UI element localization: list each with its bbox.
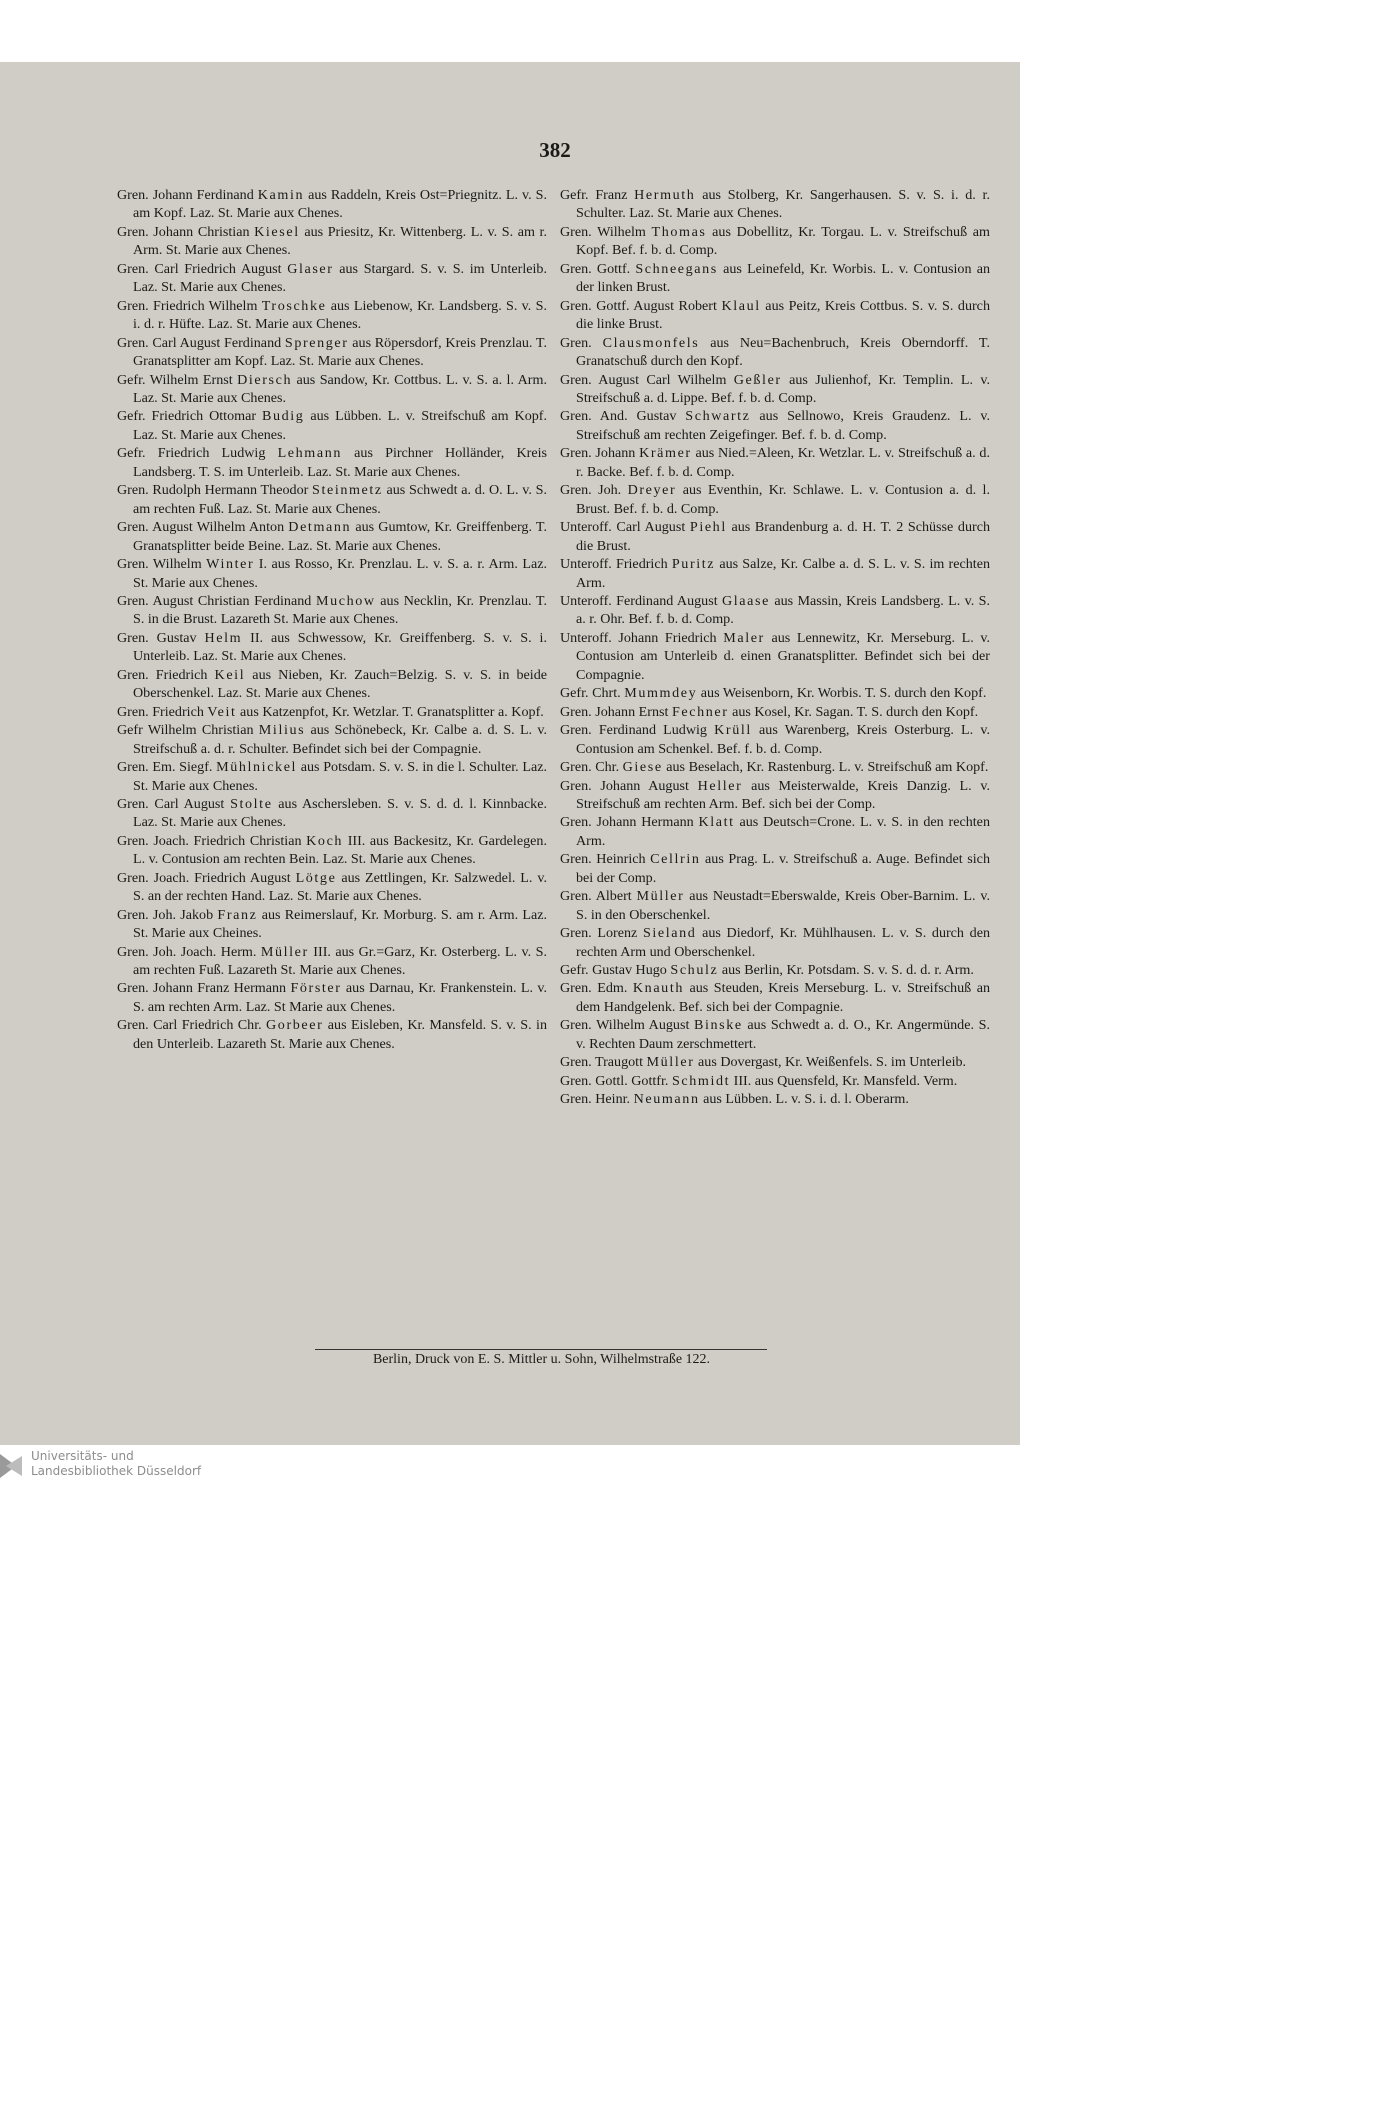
casualty-entry [560,1016,990,1053]
entry-surname: Glaase [722,592,770,609]
entry-rank-given-names: Gefr. Gustav Hugo [560,962,671,979]
casualty-entry [117,260,547,297]
entry-details: aus Lübben. L. v. Streifschuß am Kopf. Laz. St. Marie aux Chenes. [133,408,547,443]
left-column [117,186,547,1053]
entry-surname: Schwartz [685,408,751,425]
entry-details: aus Reimerslauf, Kr. Morburg. S. am r. Arm. Laz. St. Marie aux Cheines. [133,906,547,942]
entry-surname: Koch [306,832,344,849]
entry-surname: Klatt [698,814,735,831]
casualty-entry [560,758,990,776]
casualty-entry [117,444,547,481]
casualty-entry [560,334,990,371]
entry-surname: Steinmetz [312,482,383,499]
entry-surname: Schmidt [671,1072,731,1089]
entry-details: aus Prag. L. v. Streifschuß a. Auge. Befindet sich bei der Comp. [576,851,990,886]
casualty-entry [560,592,990,629]
entry-rank-given-names: Gren. Gottf. [560,260,636,277]
entry-details: aus Diedorf, Kr. Mühlhausen. L. v. S. durch den rechten Arm und Oberschenkel. [576,925,990,960]
casualty-entry [117,223,547,260]
casualty-entry [560,371,990,408]
entry-rank-given-names: Gren. Joh. Jakob [117,906,218,923]
entry-rank-given-names: Gefr. Wilhelm Ernst [117,371,238,388]
entry-details: aus Sandow, Kr. Cottbus. L. v. S. a. l. Arm. Laz. St. Marie aux Chenes. [133,371,547,406]
casualty-entry [560,555,990,592]
entry-surname: Fechner [671,703,729,720]
entry-surname: Müller [636,888,685,905]
entry-surname: Veit [207,703,237,720]
printer-imprint: Berlin, Druck von E. S. Mittler u. Sohn, Wilhelmstraße 122. [372,1352,711,1367]
entry-details: aus Weisenborn, Kr. Worbis. T. S. durch den Kopf. [697,685,987,702]
casualty-entry [560,444,990,481]
entry-surname: Maler [723,629,765,646]
casualty-entry [117,629,547,666]
entry-details: aus Warenberg, Kreis Osterburg. L. v. Contusion am Schenkel. Bef. f. b. d. Comp. [576,722,990,757]
casualty-entry [117,979,547,1016]
entry-rank-given-names: Gefr Wilhelm Christian [117,722,259,739]
entry-surname: Schulz [670,962,719,979]
entry-details: aus Schwedt a. d. O. L. v. S. am rechten Fuß. Laz. St. Marie aux Chenes. [133,482,547,517]
entry-surname: Hermuth [634,187,696,203]
entry-details: aus Pirchner Holländer, Kreis Landsberg. T. S. im Unterleib. Laz. St. Marie aux Chenes. [133,445,548,480]
library-name-line-1: Universitäts- und [31,1449,134,1463]
entry-details: aus Dobellitz, Kr. Torgau. L. v. Streifschuß am Kopf. Bef. f. b. d. Comp. [576,223,990,259]
casualty-entry [117,943,547,980]
casualty-entry [560,260,990,297]
casualty-entry [117,666,547,703]
entry-rank-given-names: Gefr. Franz [560,187,635,203]
entry-surname: Heller [697,777,743,794]
entry-surname: Krämer [639,445,692,462]
entry-details: aus Kosel, Kr. Sagan. T. S. durch den Kopf. [728,703,979,720]
entry-surname: Thomas [651,223,707,240]
entry-surname: Giese [622,759,663,776]
entry-rank-given-names: Unteroff. Johann Friedrich [560,629,724,646]
ulb-logo-icon [0,1450,28,1482]
entry-details: aus Eventhin, Kr. Schlawe. L. v. Contusion a. d. l. Brust. Bef. f. b. d. Comp. [576,482,990,517]
entry-details: aus Lübben. L. v. S. i. d. l. Oberarm. [699,1091,909,1108]
casualty-entry [560,186,990,223]
entry-surname: Keil [214,666,246,683]
entry-rank-given-names: Gren. Johann Franz Hermann [117,980,291,997]
entry-surname: Sprenger [284,334,349,351]
entry-details: aus Gumtow, Kr. Greiffenberg. T. Granatsplitter beide Beine. Laz. St. Marie aux Chenes. [133,519,548,554]
casualty-entry [117,869,547,906]
entry-rank-given-names: Gren. Friedrich Wilhelm [117,297,262,314]
entry-details: aus Deutsch=Crone. L. v. S. in den rechten Arm. [576,814,990,849]
casualty-entry [117,371,547,408]
entry-surname: Puritz [671,556,716,573]
entry-details: aus Massin, Kreis Landsberg. L. v. S. a. r. Ohr. Bef. f. b. d. Comp. [576,592,991,628]
entry-surname: Diersch [237,371,293,388]
entry-details: aus Potsdam. S. v. S. in die l. Schulter. Laz. St. Marie aux Chenes. [133,759,548,794]
entry-rank-given-names: Gren. Traugott [560,1054,647,1071]
entry-details: aus Liebenow, Kr. Landsberg. S. v. S. i. d. r. Hüfte. Laz. St. Marie aux Chenes. [133,297,547,333]
entry-details: aus Schönebeck, Kr. Calbe a. d. S. L. v. Streifschuß a. d. r. Schulter. Befindet sich bei der Compagnie. [133,722,548,757]
entry-details: aus Necklin, Kr. Prenzlau. T. S. in die Brust. Lazareth St. Marie aux Chenes. [133,592,547,628]
casualty-entry [117,721,547,758]
casualty-entry [560,887,990,924]
entry-rank-given-names: Gefr. Friedrich Ludwig [117,445,278,462]
casualty-entry [560,979,990,1016]
casualty-entry [117,555,547,592]
entry-surname: Detmann [288,519,352,536]
entry-rank-given-names: Gren. Carl Friedrich August [117,260,288,277]
entry-rank-given-names: Gren. Carl August [117,795,231,812]
entry-rank-given-names: Gren. Gottf. August Robert [560,297,722,314]
entry-details: aus Berlin, Kr. Potsdam. S. v. S. d. d. r. Arm. [718,962,974,979]
entry-rank-given-names: Gren. Johann Christian [117,223,255,240]
entry-surname: Krüll [714,722,752,739]
entry-details: aus Raddeln, Kreis Ost=Priegnitz. L. v. S. am Kopf. Laz. St. Marie aux Chenes. [133,187,547,222]
entry-surname: Schneegans [635,260,718,277]
casualty-entry [560,777,990,814]
entry-rank-given-names: Gefr. Chrt. [560,685,625,702]
entry-details: aus Beselach, Kr. Rastenburg. L. v. Streifschuß am Kopf. [662,759,989,776]
entry-rank-given-names: Gren. Gottl. Gottfr. [560,1072,672,1089]
entry-surname: Cellrin [650,851,701,868]
page-number: 382 [539,138,571,162]
entry-rank-given-names: Gren. Carl Friedrich Chr. [117,1017,267,1034]
entry-details: aus Salze, Kr. Calbe a. d. S. L. v. S. im rechten Arm. [576,556,991,591]
entry-surname: Müller [260,943,309,960]
entry-details: I. aus Rosso, Kr. Prenzlau. L. v. S. a. r. Arm. Laz. St. Marie aux Chenes. [133,556,547,591]
entry-rank-given-names: Gren. [560,334,603,351]
casualty-entry [117,795,547,832]
entry-details: aus Zettlingen, Kr. Salzwedel. L. v. S. an der rechten Hand. Laz. St. Marie aux Chenes. [133,869,547,905]
entry-details: aus Priesitz, Kr. Wittenberg. L. v. S. am r. Arm. St. Marie aux Chenes. [133,223,547,259]
entry-surname: Glaser [287,260,334,277]
entry-rank-given-names: Gren. Johann Ferdinand [117,187,258,203]
casualty-entry [560,813,990,850]
entry-surname: Clausmonfels [602,334,700,351]
entry-details: II. aus Schwessow, Kr. Greiffenberg. S. v. S. i. Unterleib. Laz. St. Marie aux Chenes. [133,629,547,665]
entry-surname: Kamin [257,187,305,203]
entry-details: aus Peitz, Kreis Cottbus. S. v. S. durch die linke Brust. [576,297,990,333]
entry-rank-given-names: Gren. Joh. [560,482,628,499]
casualty-entry [117,518,547,555]
entry-rank-given-names: Gren. August Carl Wilhelm [560,371,734,388]
entry-details: III. aus Backesitz, Kr. Gardelegen. L. v. Contusion am rechten Bein. Laz. St. Marie aux Chenes. [133,832,547,868]
entry-surname: Kiesel [254,223,300,240]
casualty-entry [117,758,547,795]
entry-rank-given-names: Gren. Em. Siegf. [117,759,217,776]
casualty-entry [560,684,990,702]
entry-details: aus Röpersdorf, Kreis Prenzlau. T. Granatsplitter am Kopf. Laz. St. Marie aux Chenes. [133,334,547,370]
entry-surname: Neumann [633,1091,700,1108]
entry-rank-given-names: Unteroff. Carl August [560,519,690,536]
entry-surname: Lötge [295,869,337,886]
casualty-entry [560,924,990,961]
entry-rank-given-names: Gren. Joach. Friedrich Christian [117,832,307,849]
entry-surname: Binske [694,1017,743,1034]
entry-rank-given-names: Gefr. Friedrich Ottomar [117,408,262,425]
entry-rank-given-names: Gren. Johann August [560,777,698,794]
entry-rank-given-names: Gren. Johann Hermann [560,814,699,831]
entry-surname: Knauth [632,980,684,997]
entry-surname: Budig [261,408,305,425]
casualty-entry [560,518,990,555]
entry-surname: Helm [204,629,243,646]
entry-details: aus Lennewitz, Kr. Merseburg. L. v. Contusion am Unterleib d. einen Granatsplitter. Befindet sich bei der Compagnie. [576,629,990,683]
casualty-entry [560,961,990,979]
footer-rule [315,1349,767,1350]
casualty-entry [117,186,547,223]
entry-rank-given-names: Unteroff. Ferdinand August [560,592,722,609]
entry-details: aus Darnau, Kr. Frankenstein. L. v. S. am rechten Arm. Laz. St Marie aux Chenes. [133,980,548,1015]
entry-rank-given-names: Gren. Joh. Joach. Herm. [117,943,261,960]
entry-details: aus Neu=Bachenbruch, Kreis Oberndorff. T. Granatschuß durch den Kopf. [576,334,990,370]
entry-details: aus Sellnowo, Kreis Graudenz. L. v. Streifschuß am rechten Zeigefinger. Bef. f. b. d. Comp. [576,408,991,443]
entry-rank-given-names: Gren. Ferdinand Ludwig [560,722,715,739]
entry-surname: Förster [290,980,342,997]
casualty-entry [560,1090,990,1108]
casualty-entry [117,906,547,943]
casualty-entry [560,721,990,758]
casualty-entry [560,1053,990,1071]
entry-details: aus Meisterwalde, Kreis Danzig. L. v. Streifschuß am rechten Arm. Bef. sich bei der Comp. [576,777,990,812]
entry-details: aus Brandenburg a. d. H. T. 2 Schüsse durch die Brust. [576,519,990,554]
entry-surname: Gorbeer [266,1017,324,1034]
casualty-entry [560,703,990,721]
entry-details: aus Steuden, Kreis Merseburg. L. v. Streifschuß an dem Handgelenk. Bef. sich bei der Compagnie. [576,980,990,1015]
entry-details: aus Nieben, Kr. Zauch=Belzig. S. v. S. in beide Oberschenkel. Laz. St. Marie aux Chenes. [133,666,547,702]
entry-details: aus Katzenpfot, Kr. Wetzlar. T. Granatsplitter a. Kopf. [236,703,544,720]
entry-details: aus Neustadt=Eberswalde, Kreis Ober-Barnim. L. v. S. in den Oberschenkel. [576,888,990,923]
entry-surname: Mühlnickel [216,759,298,776]
casualty-entry [560,481,990,518]
entry-rank-given-names: Gren. Joach. Friedrich August [117,869,296,886]
entry-rank-given-names: Gren. And. Gustav [560,408,686,425]
entry-rank-given-names: Unteroff. Friedrich [560,556,672,573]
entry-details: aus Aschersleben. S. v. S. d. d. l. Kinnbacke. Laz. St. Marie aux Chenes. [133,795,547,831]
right-column [560,186,990,1109]
entry-surname: Milius [258,722,306,739]
entry-rank-given-names: Gren. Friedrich [117,703,208,720]
entry-surname: Muchow [315,592,376,609]
entry-surname: Klaul [721,297,761,314]
casualty-entry [117,481,547,518]
entry-surname: Müller [646,1054,695,1071]
entry-surname: Stolte [230,795,273,812]
entry-rank-given-names: Gren. Lorenz [560,925,643,942]
entry-surname: Dreyer [627,482,677,499]
entry-rank-given-names: Gren. Chr. [560,759,623,776]
entry-rank-given-names: Gren. Albert [560,888,637,905]
entry-rank-given-names: Gren. Carl August Ferdinand [117,334,285,351]
entry-rank-given-names: Gren. Johann Ernst [560,703,672,720]
entry-rank-given-names: Gren. Gustav [117,629,205,646]
entry-rank-given-names: Gren. Friedrich [117,666,215,683]
entry-details: III. aus Gr.=Garz, Kr. Osterberg. L. v. S. am rechten Fuß. Lazareth St. Marie aux Chenes. [133,943,547,979]
entry-rank-given-names: Gren. Wilhelm August [560,1017,695,1034]
casualty-entry [117,1016,547,1053]
entry-rank-given-names: Gren. Rudolph Hermann Theodor [117,482,313,499]
casualty-entry [560,850,990,887]
entry-surname: Sieland [642,925,697,942]
entry-rank-given-names: Gren. August Wilhelm Anton [117,519,289,536]
entry-surname: Lehmann [277,445,342,462]
entry-surname: Winter [206,556,255,573]
entry-details: aus Eisleben, Kr. Mansfeld. S. v. S. in den Unterleib. Lazareth St. Marie aux Chenes. [133,1017,547,1052]
library-name [31,1449,201,1479]
entry-rank-given-names: Gren. Wilhelm [560,223,652,240]
entry-rank-given-names: Gren. Edm. [560,980,633,997]
casualty-entry [560,223,990,260]
entry-surname: Mummdey [624,685,698,702]
casualty-entry [560,1072,990,1090]
casualty-entry [117,832,547,869]
casualty-entry [117,592,547,629]
entry-rank-given-names: Gren. Heinr. [560,1091,634,1108]
entry-surname: Piehl [689,519,727,536]
entry-details: aus Julienhof, Kr. Templin. L. v. Streifschuß a. d. Lippe. Bef. f. b. d. Comp. [576,371,990,406]
entry-details: aus Nied.=Aleen, Kr. Wetzlar. L. v. Streifschuß a. d. r. Backe. Bef. f. b. d. Comp. [576,445,990,480]
entry-details: aus Dovergast, Kr. Weißenfels. S. im Unterleib. [694,1054,967,1071]
casualty-entry [117,334,547,371]
entry-details: aus Leinefeld, Kr. Worbis. L. v. Contusion an der linken Brust. [576,260,990,296]
entry-rank-given-names: Gren. Johann [560,445,640,462]
casualty-entry [117,297,547,334]
entry-details: aus Stargard. S. v. S. im Unterleib. Laz. St. Marie aux Chenes. [133,260,547,296]
entry-rank-given-names: Gren. Wilhelm [117,556,207,573]
entry-details: III. aus Quensfeld, Kr. Mansfeld. Verm. [730,1072,958,1089]
entry-surname: Franz [217,906,258,923]
entry-details: aus Stolberg, Kr. Sangerhausen. S. v. S. i. d. r. Schulter. Laz. St. Marie aux Chenes. [576,187,990,222]
entry-rank-given-names: Gren. August Christian Ferdinand [117,592,316,609]
casualty-entry [560,297,990,334]
casualty-entry [560,407,990,444]
casualty-entry [560,629,990,684]
entry-surname: Geßler [733,371,782,388]
entry-rank-given-names: Gren. Heinrich [560,851,651,868]
entry-details: aus Schwedt a. d. O., Kr. Angermünde. S. v. Rechten Daum zerschmettert. [576,1017,990,1052]
library-name-line-2: Landesbibliothek Düsseldorf [31,1464,202,1478]
casualty-entry [117,703,547,721]
casualty-entry [117,407,547,444]
entry-surname: Troschke [261,297,327,314]
